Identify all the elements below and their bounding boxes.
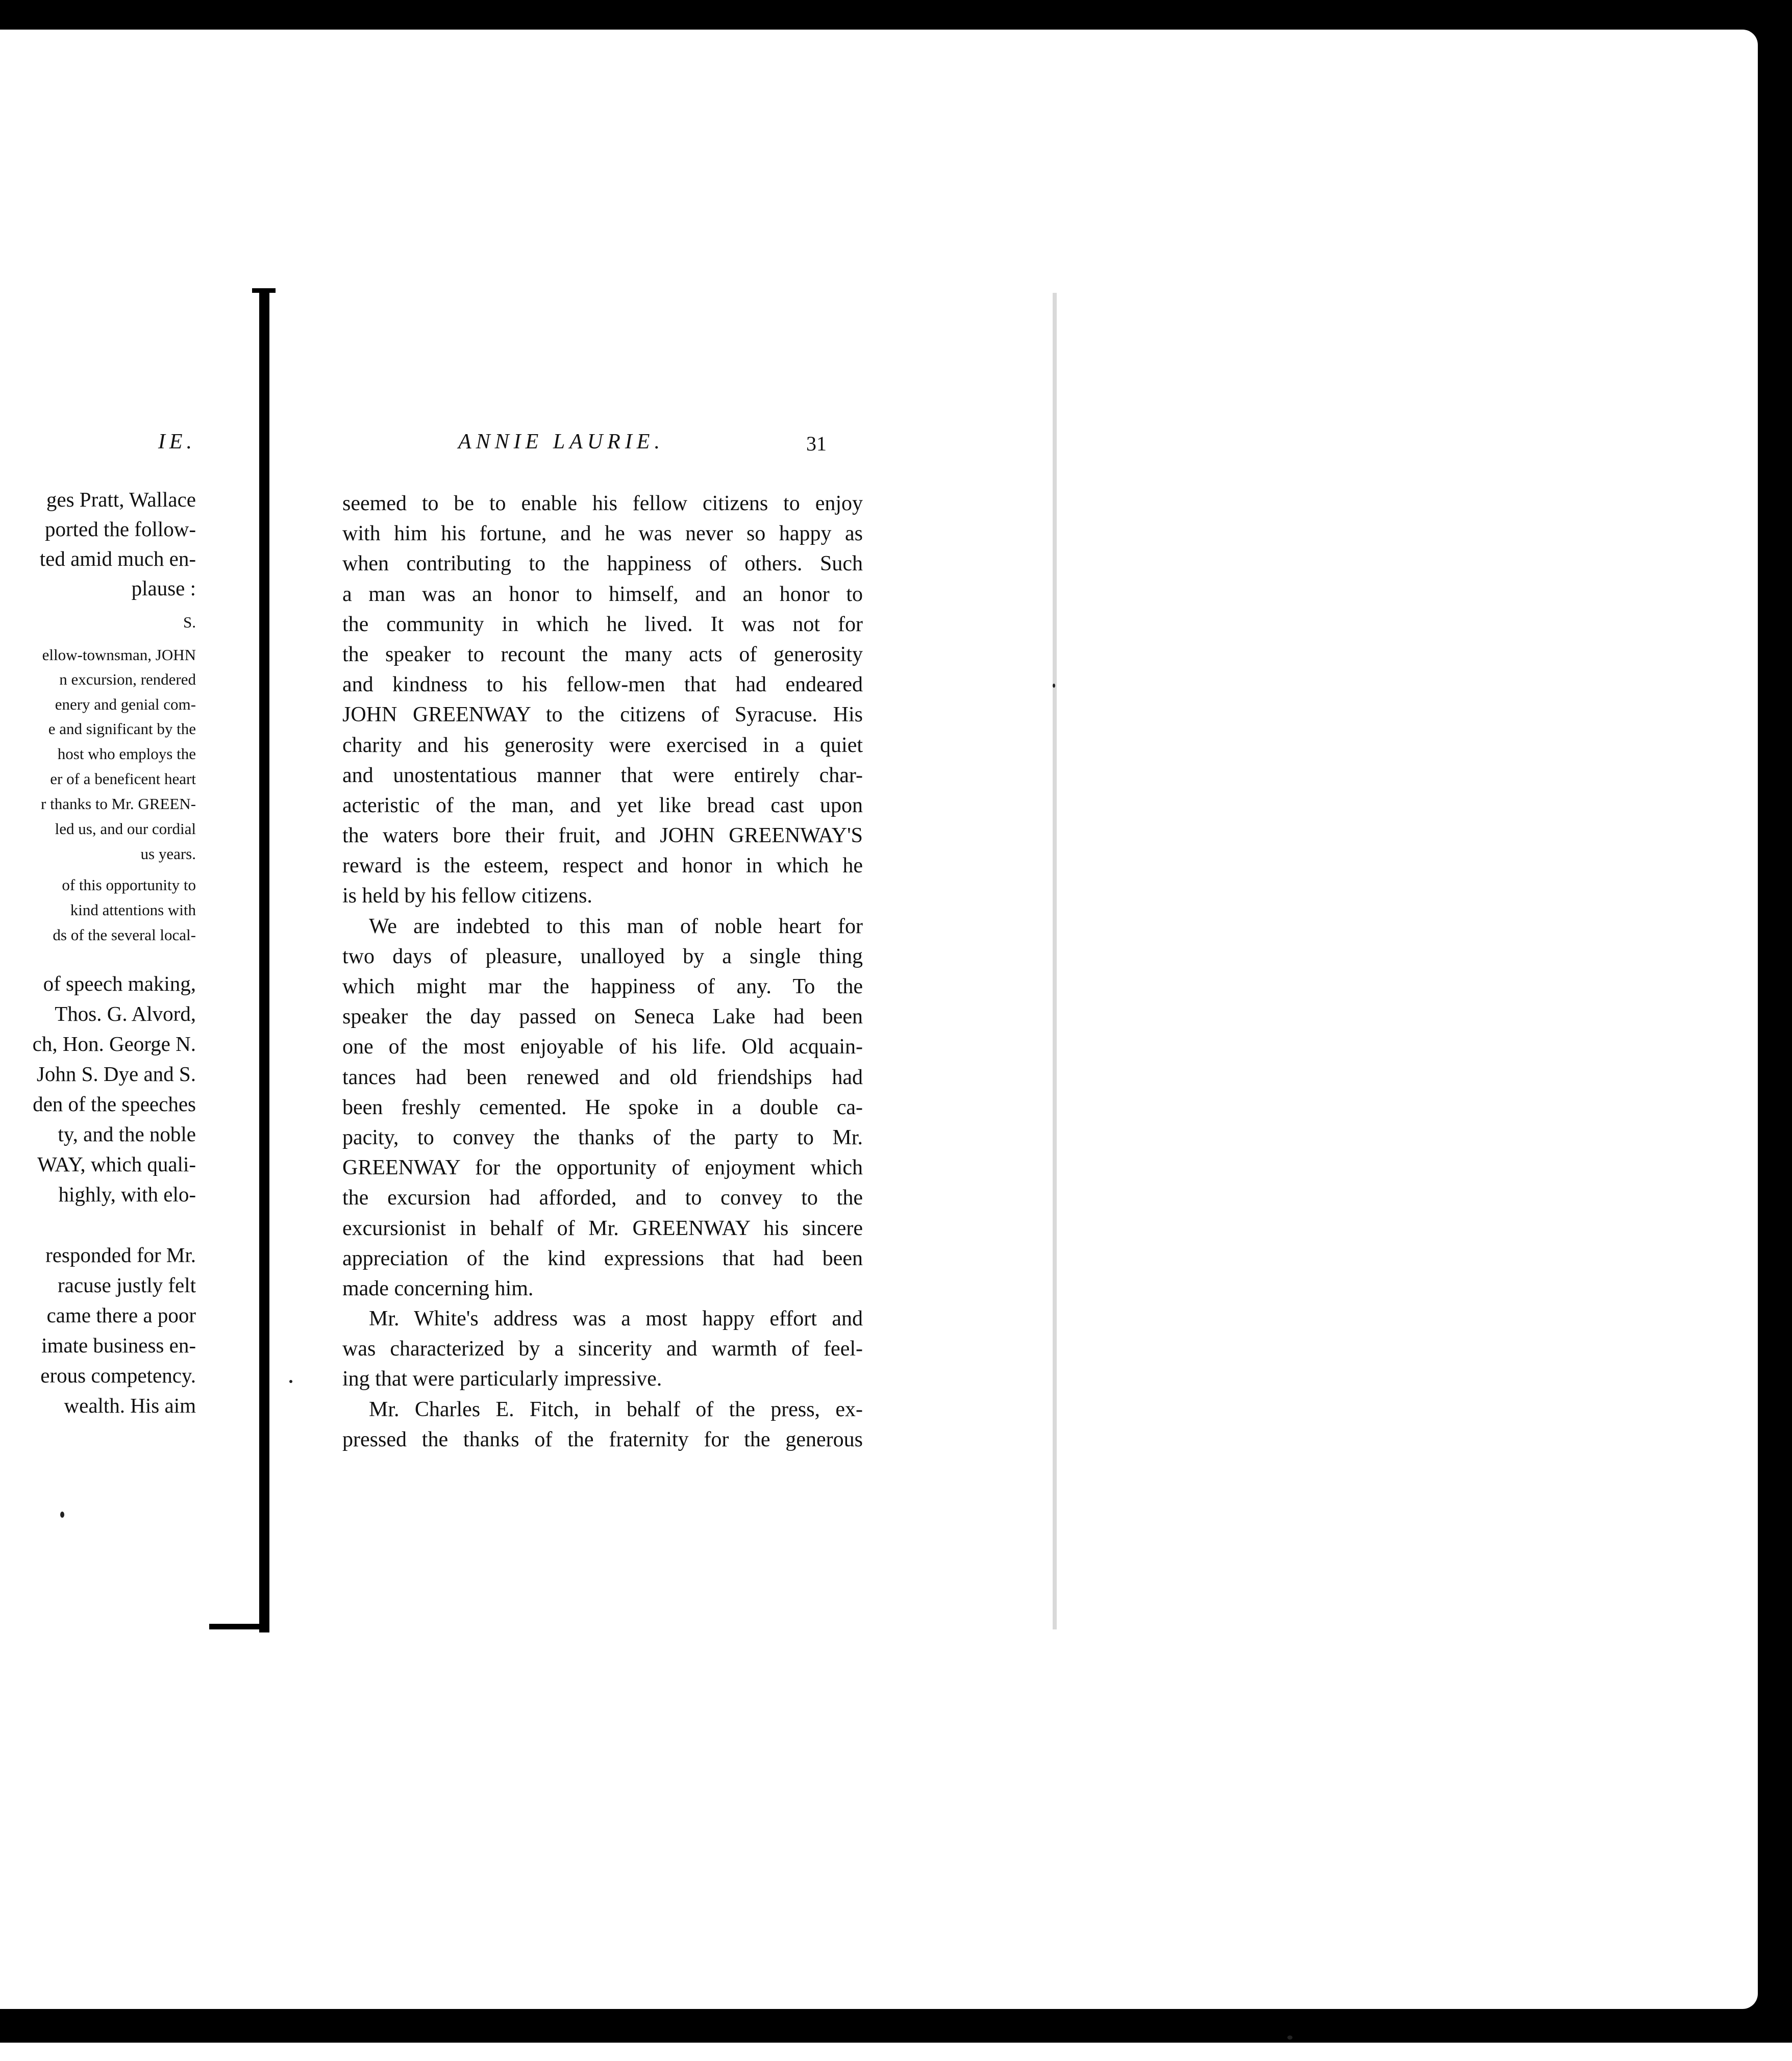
left-line: responded for Mr. xyxy=(45,1243,196,1267)
text-line: one of the most enjoyable of his life. Old acquain- xyxy=(342,1035,863,1059)
text-line: with him his fortune, and he was never so happy as xyxy=(342,522,863,546)
text-line: the excursion had afforded, and to convey to the xyxy=(342,1186,863,1210)
left-line: racuse justly felt xyxy=(58,1273,196,1297)
scan-speck xyxy=(1287,2035,1292,2040)
text-line: and unostentatious manner that were entirely char- xyxy=(342,763,863,787)
text-line: a man was an honor to himself, and an honor to xyxy=(342,582,863,606)
text-line: which might mar the happiness of any. To the xyxy=(342,975,863,998)
left-line: John S. Dye and S. xyxy=(36,1062,196,1086)
left-line: r thanks to Mr. GREEN- xyxy=(41,795,196,813)
text-line: reward is the esteem, respect and honor in which he xyxy=(342,854,863,878)
text-line: GREENWAY for the opportunity of enjoyment which xyxy=(342,1156,863,1180)
text-line: made concerning him. xyxy=(342,1276,534,1300)
body-text xyxy=(342,489,863,1455)
text-line: Mr. White's address was a most happy effort and xyxy=(369,1307,863,1331)
gutter-shadow xyxy=(259,288,269,1632)
text-line: ing that were particularly impressive. xyxy=(342,1367,662,1391)
text-line: was characterized by a sincerity and warmth of feel- xyxy=(342,1337,863,1361)
left-line: host who employs the xyxy=(57,745,196,763)
left-line: ty, and the noble xyxy=(58,1122,196,1146)
scan-speck xyxy=(289,1380,292,1383)
text-line: the community in which he lived. It was not for xyxy=(342,612,863,636)
text-line: been freshly cemented. He spoke in a double ca- xyxy=(342,1095,863,1119)
left-line: e and significant by the xyxy=(48,720,196,738)
text-line: pacity, to convey the thanks of the party to Mr. xyxy=(342,1125,863,1149)
left-line: ch, Hon. George N. xyxy=(32,1032,196,1055)
left-line: plause : xyxy=(131,576,196,600)
left-line: highly, with elo- xyxy=(58,1183,196,1206)
left-line: us years. xyxy=(140,845,196,863)
left-line: led us, and our cordial xyxy=(55,820,196,838)
text-line: Mr. Charles E. Fitch, in behalf of the press, ex- xyxy=(369,1397,863,1421)
scan-bottom-strip xyxy=(0,2043,1792,2061)
page-number: 31 xyxy=(806,432,827,455)
text-line: excursionist in behalf of Mr. GREENWAY his sincere xyxy=(342,1216,863,1240)
text-line: JOHN GREENWAY to the citizens of Syracuse. His xyxy=(342,703,863,727)
left-line: Thos. G. Alvord, xyxy=(55,1002,196,1025)
text-line: pressed the thanks of the fraternity for the generous xyxy=(342,1427,863,1451)
right-page xyxy=(269,293,1057,1629)
scan-speck xyxy=(1053,684,1055,688)
left-line: ges Pratt, Wallace xyxy=(46,488,196,511)
left-line: den of the speeches xyxy=(33,1092,196,1116)
text-line: appreciation of the kind expressions that had been xyxy=(342,1246,863,1270)
text-line: seemed to be to enable his fellow citizens to enjoy xyxy=(342,492,863,515)
left-line: ds of the several local- xyxy=(53,926,196,944)
left-line: of speech making, xyxy=(43,972,196,995)
text-line: two days of pleasure, unalloyed by a single thing xyxy=(342,944,863,968)
left-line: wealth. His aim xyxy=(64,1394,196,1417)
left-line: enery and genial com- xyxy=(55,695,196,713)
text-line: speaker the day passed on Seneca Lake had been xyxy=(342,1005,863,1029)
left-line: WAY, which quali- xyxy=(37,1152,196,1176)
text-line: the waters bore their fruit, and JOHN GREENWAY'S xyxy=(342,824,863,848)
text-line: is held by his fellow citizens. xyxy=(342,884,592,908)
left-page-fragment xyxy=(0,293,261,1629)
scan-speck xyxy=(60,1512,64,1518)
left-running-head: IE. xyxy=(158,430,196,454)
text-line: tances had been renewed and old friendships had xyxy=(342,1065,863,1089)
running-head: ANNIE LAURIE. xyxy=(458,430,664,454)
left-line: imate business en- xyxy=(41,1334,196,1357)
left-line: came there a poor xyxy=(46,1303,196,1327)
text-line: when contributing to the happiness of others. Such xyxy=(342,552,863,576)
left-line: of this opportunity to xyxy=(62,876,196,894)
gutter-top-edge xyxy=(252,288,276,293)
left-line: ted amid much en- xyxy=(39,547,196,570)
text-line: the speaker to recount the many acts of generosity xyxy=(342,642,863,666)
left-line: n excursion, rendered xyxy=(59,670,196,688)
left-line: ported the follow- xyxy=(44,517,196,541)
text-line: charity and his generosity were exercised in a quiet xyxy=(342,733,863,757)
text-line: and kindness to his fellow-men that had endeared xyxy=(342,673,863,697)
left-line: kind attentions with xyxy=(70,901,196,919)
text-line: We are indebted to this man of noble heart for xyxy=(369,914,863,938)
left-line: ellow-townsman, JOHN xyxy=(42,646,196,664)
left-line: erous competency. xyxy=(40,1364,196,1387)
left-line: S. xyxy=(183,613,196,631)
text-line: acteristic of the man, and yet like bread cast upon xyxy=(342,793,863,817)
left-line: er of a beneficent heart xyxy=(50,770,196,788)
